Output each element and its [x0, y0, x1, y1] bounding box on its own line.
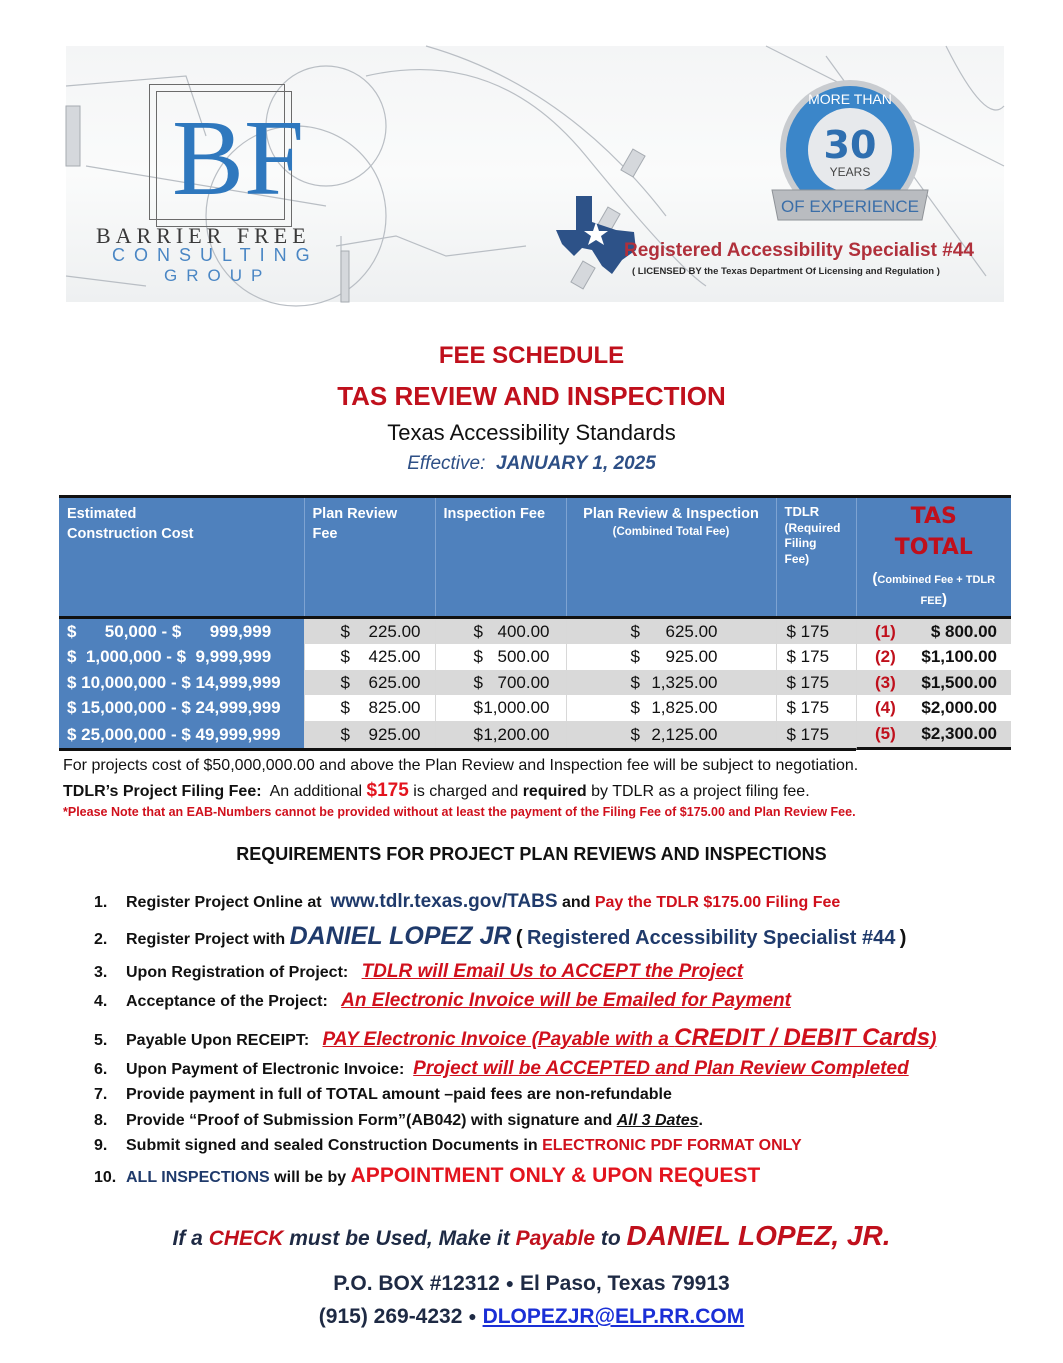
page-title: FEE SCHEDULE [438, 342, 625, 369]
range-from: $ 10,000,000 [67, 672, 167, 692]
currency-symbol: $ [630, 672, 640, 692]
cell-tas-total [856, 644, 1011, 670]
cell-cost-range [59, 721, 304, 750]
range-to: $ 14,999,999 [181, 672, 281, 692]
currency-symbol: $ [630, 621, 640, 641]
check-text: If a [172, 1227, 203, 1250]
cell-combined-fee [566, 670, 776, 696]
check-keyword: Payable [515, 1227, 595, 1250]
item-highlight [322, 1024, 937, 1051]
header-tas-total [856, 497, 1011, 618]
item-highlight: Pay the TDLR $175.00 Filing Fee [594, 894, 841, 911]
range-from: $ 15,000,000 [67, 698, 167, 718]
amount: 1,325.00 [651, 672, 718, 692]
header-subtext: Filing [784, 536, 817, 551]
header-subtext: Fee) [784, 552, 810, 567]
item-highlight: Registered Accessibility Specialist #44 [526, 927, 896, 949]
effective-date-line [0, 453, 1063, 475]
header-text: Estimated [67, 506, 137, 522]
cell-cost-range [59, 644, 304, 670]
table-row [59, 644, 1011, 670]
bullet-separator: ● [505, 1275, 515, 1291]
range-separator: - [166, 724, 182, 744]
header-subtext: (Combined Total Fee) [612, 526, 730, 539]
brand-name-line1: BARRIER FREE [96, 223, 311, 248]
logo-letter-b: BF [172, 99, 305, 218]
amount: 625.00 [665, 621, 718, 641]
experience-seal [772, 78, 928, 234]
range-to: $ 24,999,999 [181, 698, 281, 718]
item-highlight: TDLR will Email Us to ACCEPT the Project [361, 961, 744, 982]
cell-plan-review-fee [304, 670, 435, 696]
city-state-zip: El Paso, Texas 79913 [519, 1272, 730, 1295]
cell-combined-fee [566, 617, 776, 644]
filing-fee-amount: $175 [366, 780, 409, 801]
contact-line [0, 1305, 1063, 1329]
tabs-link[interactable]: www.tdlr.texas.gov/TABS [330, 891, 558, 912]
total-amount: $2,300.00 [921, 723, 997, 743]
amount: 825.00 [368, 698, 421, 718]
amount: 425.00 [368, 647, 421, 667]
email-link[interactable]: DLOPEZJR@ELP.RR.COM [482, 1305, 745, 1328]
item-number: 4. [94, 993, 108, 1010]
item-number: 3. [94, 964, 108, 981]
po-box: P.O. BOX #12312 [333, 1272, 500, 1295]
header-subtext: Combined Fee + TDLR FEE [877, 573, 996, 607]
header-total: TOTAL [894, 534, 973, 560]
range-separator: - [161, 647, 177, 667]
cell-cost-range [59, 670, 304, 696]
amount: 925.00 [665, 647, 718, 667]
currency-symbol: $ [473, 698, 483, 718]
cell-tdlr-fee: $ 175 [776, 644, 856, 670]
paren: ) [899, 927, 907, 949]
cell-tdlr-fee: $ 175 [776, 721, 856, 750]
item-label: Payable Upon RECEIPT: [126, 1032, 310, 1049]
currency-symbol: $ [340, 724, 350, 744]
item-number: 7. [94, 1086, 108, 1103]
cell-combined-fee [566, 721, 776, 750]
header-text: TDLR [784, 504, 820, 519]
cell-tdlr-fee: $ 175 [776, 617, 856, 644]
negotiation-note: For projects cost of $50,000,000.00 and above the Plan Review and Inspection fee will be subject to negotiation. [63, 757, 859, 774]
requirement-item [94, 1024, 936, 1052]
item-number: 5. [94, 1032, 108, 1049]
item-label: Provide payment in full of TOTAL amount –paid fees are non-refundable [126, 1086, 672, 1103]
header-text: Construction Cost [67, 526, 194, 543]
filing-text: is charged and [413, 783, 519, 800]
total-amount: $ 800.00 [930, 621, 997, 641]
effective-date: JANUARY 1, 2025 [495, 453, 656, 474]
item-number: 8. [94, 1112, 108, 1129]
amount: 400.00 [497, 621, 550, 641]
item-label: Register Project Online at [126, 894, 322, 911]
table-row [59, 617, 1011, 644]
item-highlight: Project will be ACCEPTED and Plan Review Completed [413, 1058, 909, 1079]
item-highlight-text: PAY Electronic Invoice (Payable with a [322, 1029, 669, 1050]
currency-symbol: $ [340, 621, 350, 641]
payee-name: DANIEL LOPEZ, JR. [626, 1220, 891, 1251]
row-number: (4) [875, 698, 896, 718]
seal-ribbon-text: OF EXPERIENCE [781, 197, 919, 216]
cell-combined-fee [566, 695, 776, 721]
row-number: (2) [875, 647, 896, 667]
item-label: Upon Registration of Project: [126, 964, 349, 981]
table-header-row [59, 497, 1011, 618]
texas-state-icon [556, 196, 638, 274]
cell-inspection-fee [435, 670, 566, 696]
currency-symbol: $ [630, 698, 640, 718]
requirement-item [94, 1137, 802, 1155]
range-separator: - [156, 621, 172, 641]
amount: 1,000.00 [483, 698, 550, 718]
filing-text: An additional [269, 783, 363, 800]
range-from: $ 25,000,000 [67, 724, 167, 744]
cell-cost-range [59, 617, 304, 644]
cell-tas-total [856, 695, 1011, 721]
header-banner [66, 46, 1004, 302]
row-number: (1) [875, 621, 896, 641]
fee-table [59, 495, 1011, 751]
row-number: (5) [875, 723, 896, 743]
item-number: 9. [94, 1137, 108, 1154]
item-label: Provide “Proof of Submission Form”(AB042) with signature and [126, 1112, 613, 1129]
requirements-title: REQUIREMENTS FOR PROJECT PLAN REVIEWS AND INSPECTIONS [236, 844, 827, 864]
range-from: $ 1,000,000 [67, 647, 162, 667]
currency-symbol: $ [340, 672, 350, 692]
page-subtitle: TAS REVIEW AND INSPECTION [337, 381, 726, 411]
currency-symbol: $ [473, 647, 483, 667]
item-number: 6. [94, 1061, 108, 1078]
table-row [59, 670, 1011, 696]
header-text: Plan Review [312, 506, 398, 522]
amount: 700.00 [497, 672, 550, 692]
currency-symbol: $ [473, 621, 483, 641]
check-text: to [600, 1227, 621, 1250]
range-to: $ 49,999,999 [181, 724, 281, 744]
item-label: Upon Payment of Electronic Invoice: [126, 1061, 405, 1078]
item-label: will be by [274, 1169, 347, 1186]
requirement-item [94, 1086, 672, 1104]
eab-note: *Please Note that an EAB-Numbers cannot be provided without at least the payment of the Filing Fee of $175.00 and Plan Review Fee. [63, 805, 856, 819]
item-highlight: APPOINTMENT ONLY & UPON REQUEST [350, 1164, 761, 1187]
phone-number[interactable]: (915) 269-4232 [318, 1305, 463, 1328]
check-text: must be Used, Make it [289, 1227, 510, 1250]
cell-plan-review-fee [304, 721, 435, 750]
item-label: Register Project with [126, 931, 286, 948]
cell-tas-total [856, 670, 1011, 696]
check-payable-line [0, 1220, 1063, 1252]
header-tas-note: (Combined Fee + TDLR FEE) [872, 569, 996, 608]
range-from: $ 50,000 [67, 621, 157, 641]
item-label: Submit signed and sealed Construction Documents in [126, 1137, 538, 1154]
filing-required: required [522, 783, 587, 800]
bullet-separator: ● [468, 1308, 477, 1324]
amount: 925.00 [368, 724, 421, 744]
brand-name-line2: CONSULTING [112, 245, 319, 265]
item-highlight: ELECTRONIC PDF FORMAT ONLY [542, 1137, 802, 1154]
requirement-item [94, 1058, 909, 1080]
currency-symbol: $ [473, 672, 483, 692]
item-number: 10. [94, 1169, 117, 1186]
requirement-item [94, 961, 743, 983]
total-amount: $2,000.00 [921, 698, 997, 718]
currency-symbol: $ [473, 724, 483, 744]
seal-number: 30 [823, 123, 877, 167]
cell-cost-range [59, 695, 304, 721]
amount: 225.00 [368, 621, 421, 641]
header-construction-cost [59, 497, 304, 618]
amount: 1,825.00 [651, 698, 718, 718]
header-tas: TAS [910, 504, 957, 529]
item-highlight: An Electronic Invoice will be Emailed for Payment [341, 990, 791, 1011]
filing-text: by TDLR as a project filing fee. [591, 783, 810, 800]
header-inspection-fee [435, 497, 566, 618]
header-combined-fee [566, 497, 776, 618]
range-to: $ 999,999 [171, 621, 272, 641]
standards-name: Texas Accessibility Standards [387, 420, 676, 445]
filing-fee-note [63, 780, 810, 802]
cell-tas-total [856, 619, 1011, 645]
cell-inspection-fee [435, 644, 566, 670]
check-keyword: CHECK [208, 1227, 284, 1250]
header-tdlr-fee [776, 497, 856, 618]
header-text: Plan Review & Inspection [583, 506, 759, 522]
cell-combined-fee [566, 644, 776, 670]
item-label: and [561, 894, 591, 911]
mailing-address [0, 1272, 1063, 1296]
amount: 500.00 [497, 647, 550, 667]
item-highlight: All 3 Dates [616, 1112, 699, 1129]
requirement-item [94, 891, 840, 913]
paren: ) [930, 1029, 937, 1050]
header-subtext: (Required [784, 520, 841, 535]
effective-label: Effective: [407, 453, 486, 474]
specialist-title: Registered Accessibility Specialist #44 [624, 240, 974, 261]
total-amount: $1,100.00 [921, 647, 997, 667]
item-label: . [698, 1112, 703, 1129]
requirement-item [94, 1164, 760, 1188]
cell-inspection-fee [435, 695, 566, 721]
cell-plan-review-fee [304, 695, 435, 721]
cell-tdlr-fee: $ 175 [776, 695, 856, 721]
amount: 625.00 [368, 672, 421, 692]
row-number: (3) [875, 672, 896, 692]
license-note: ( LICENSED BY the Texas Department Of Licensing and Regulation ) [632, 266, 940, 277]
table-row [59, 721, 1011, 750]
item-number: 2. [94, 931, 108, 948]
cell-inspection-fee [435, 721, 566, 750]
company-logo-monogram [166, 96, 305, 218]
amount: 2,125.00 [651, 724, 718, 744]
filing-fee-label: TDLR’s Project Filing Fee: [63, 783, 262, 800]
currency-symbol: $ [340, 698, 350, 718]
table-row [59, 695, 1011, 721]
requirement-item [94, 922, 906, 951]
range-to: $ 9,999,999 [176, 647, 272, 667]
requirement-item [94, 990, 791, 1012]
cell-inspection-fee [435, 617, 566, 644]
currency-symbol: $ [340, 647, 350, 667]
brand-name-line3: GROUP [164, 266, 272, 285]
specialist-name: DANIEL LOPEZ JR [289, 922, 512, 950]
cell-tas-total [856, 721, 1011, 750]
currency-symbol: $ [630, 647, 640, 667]
item-lead: ALL INSPECTIONS [126, 1169, 270, 1186]
range-separator: - [166, 672, 182, 692]
cell-plan-review-fee [304, 644, 435, 670]
header-text: Inspection Fee [443, 506, 546, 522]
amount: 1,200.00 [483, 724, 550, 744]
item-number: 1. [94, 894, 108, 911]
item-label: Acceptance of the Project: [126, 993, 328, 1010]
header-plan-review-fee [304, 497, 435, 618]
header-text: Fee [312, 526, 338, 543]
requirement-item [94, 1112, 703, 1130]
range-separator: - [166, 698, 182, 718]
credit-debit-text: CREDIT / DEBIT Cards [674, 1024, 931, 1051]
currency-symbol: $ [630, 724, 640, 744]
paren: ( [515, 927, 523, 949]
cell-tdlr-fee: $ 175 [776, 670, 856, 696]
cell-plan-review-fee [304, 617, 435, 644]
seal-years: YEARS [829, 165, 871, 179]
seal-top-text: MORE THAN [808, 91, 892, 107]
total-amount: $1,500.00 [921, 672, 997, 692]
